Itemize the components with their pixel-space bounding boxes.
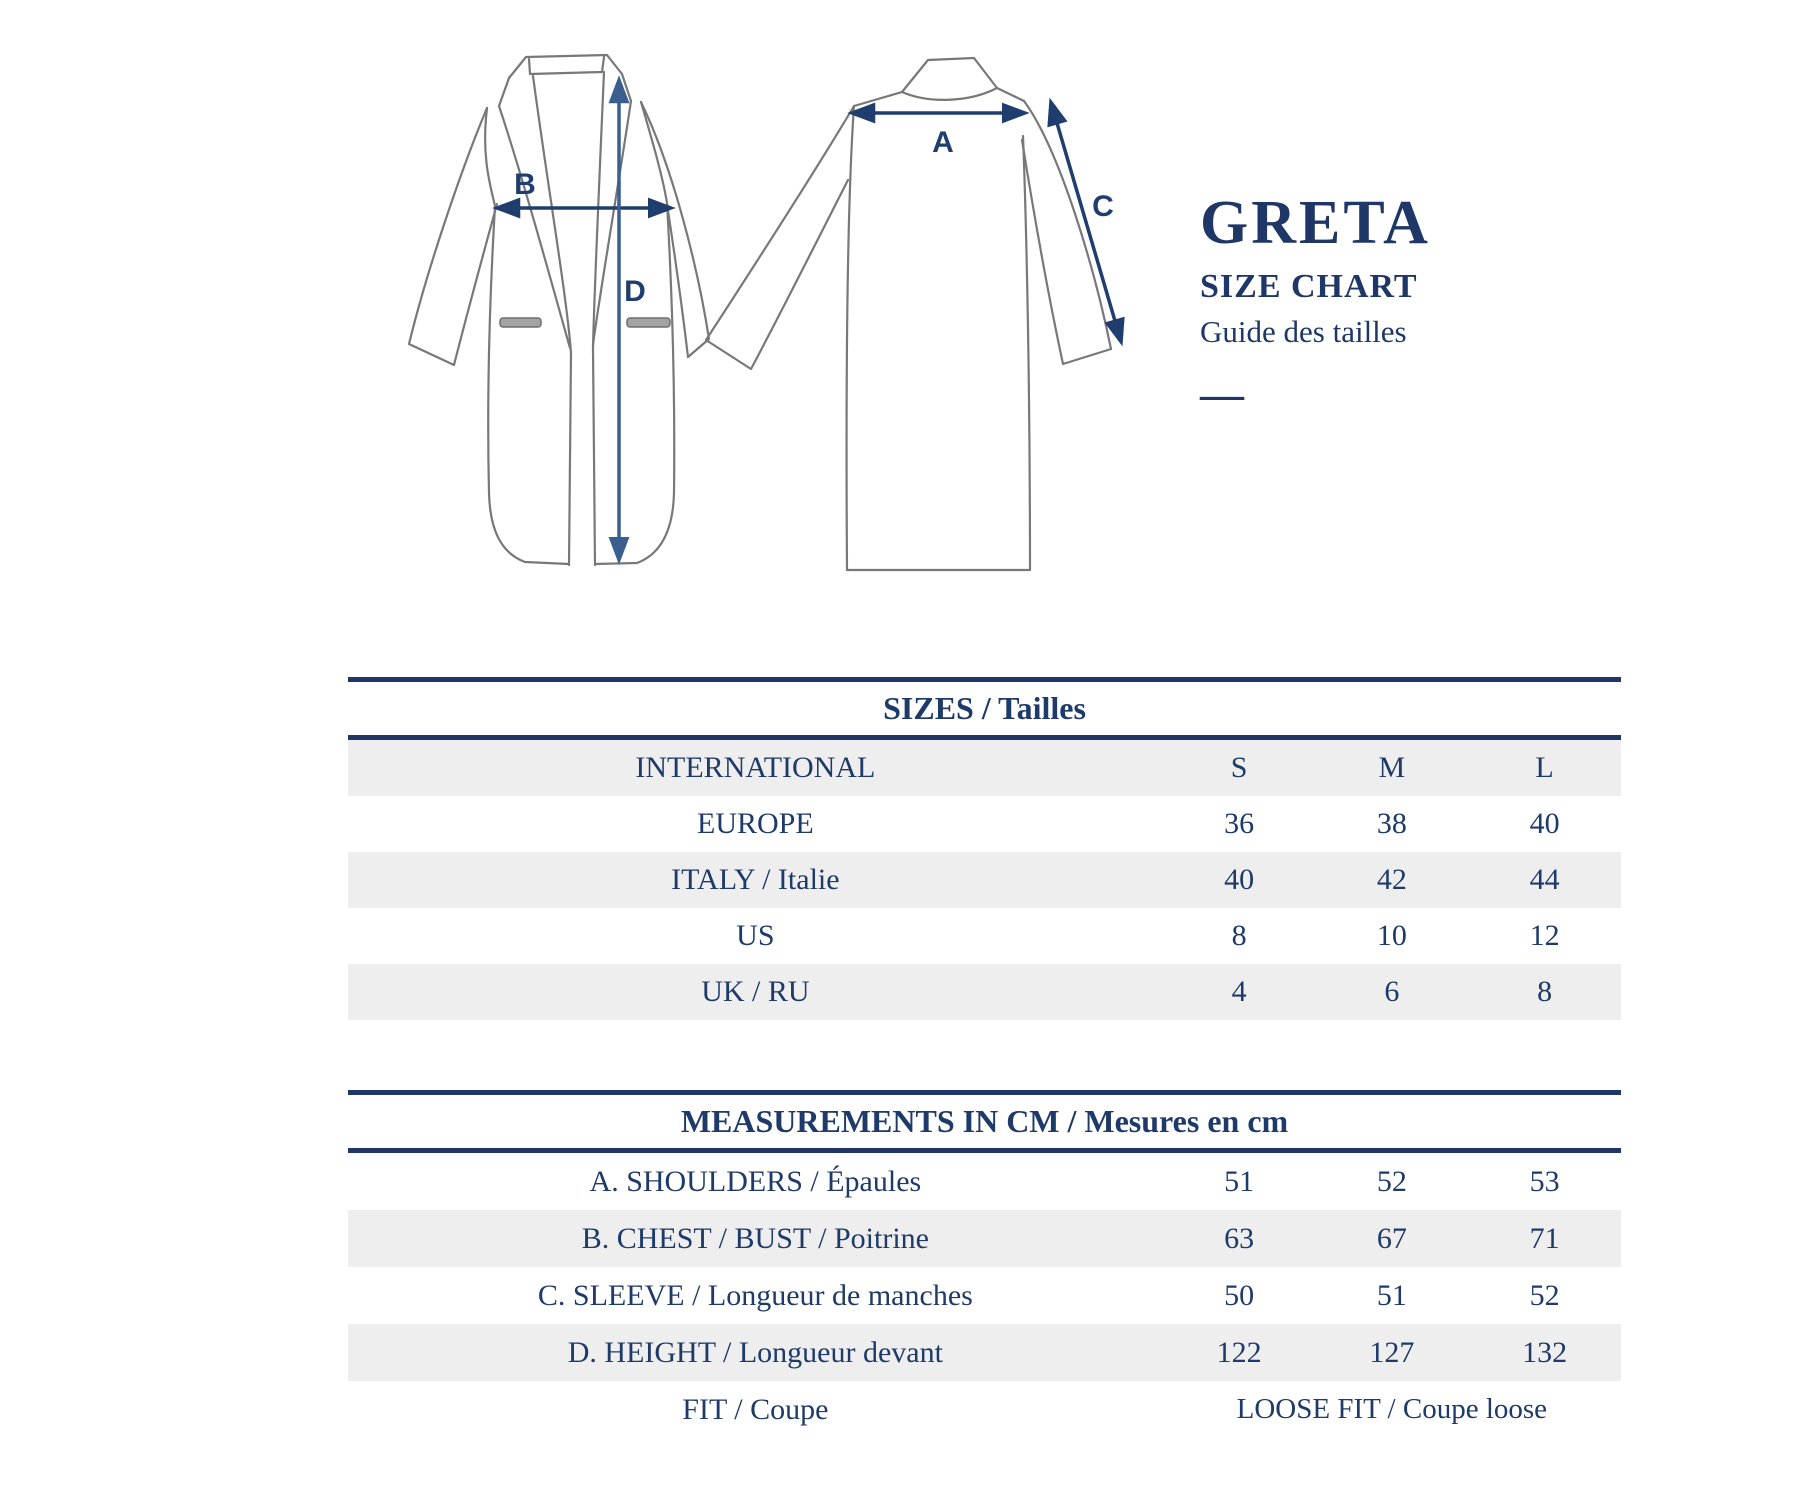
front-sleeve-left: [409, 108, 497, 365]
size-chart-heading: SIZE CHART: [1200, 268, 1418, 305]
sizes-table-title: SIZES / Tailles: [883, 690, 1086, 726]
pocket-welt-right: [627, 318, 670, 327]
size-m-value: 127: [1369, 1335, 1415, 1369]
table-row: [348, 1210, 1621, 1267]
size-s-value: 40: [1224, 863, 1255, 896]
row-label: B. CHEST / BUST / Poitrine: [581, 1221, 929, 1255]
row-label: UK / RU: [701, 975, 810, 1008]
size-l-value: 53: [1529, 1164, 1560, 1198]
front-lapel-fold-left: [499, 106, 570, 348]
table-row: [348, 852, 1621, 908]
measure-label-d: D: [624, 275, 646, 308]
size-l-value: 44: [1529, 863, 1560, 896]
size-s-value: 4: [1231, 975, 1247, 1008]
coat-front-view-diagram: [383, 48, 713, 573]
size-m-value: 52: [1376, 1164, 1407, 1198]
size-l-value: 71: [1529, 1221, 1560, 1255]
size-l-value: 8: [1537, 975, 1553, 1008]
size-l-value: 52: [1529, 1278, 1560, 1312]
measure-label-a: A: [932, 126, 954, 159]
back-shoulder-left: [854, 92, 902, 106]
product-name: GRETA: [1200, 189, 1431, 257]
table-row: [348, 1153, 1621, 1210]
size-s-value: 50: [1224, 1278, 1255, 1312]
front-collar-inner: [529, 57, 604, 74]
coat-back-view-diagram: [690, 40, 1140, 575]
row-label: C. SLEEVE / Longueur de manches: [537, 1278, 973, 1312]
measurements-table-title: MEASUREMENTS IN CM / Mesures en cm: [680, 1103, 1289, 1139]
back-sleeve-right: [1022, 101, 1111, 364]
size-s-value: 122: [1216, 1335, 1262, 1369]
table-row: [348, 908, 1621, 964]
measure-label-b: B: [514, 168, 536, 201]
size-s-value: 36: [1224, 807, 1255, 840]
front-body-right: [595, 102, 674, 564]
row-label: INTERNATIONAL: [635, 751, 876, 784]
size-m-value: 51: [1376, 1278, 1407, 1312]
row-label: FIT / Coupe: [682, 1392, 829, 1426]
size-s-value: 8: [1231, 919, 1247, 952]
size-m-value: 42: [1376, 863, 1407, 896]
size-l-value: L: [1535, 751, 1554, 784]
fit-row: [348, 1381, 1621, 1438]
sizes-table: [348, 677, 1621, 1020]
title-block: [1200, 189, 1431, 419]
pocket-welt-left: [500, 318, 541, 327]
back-body: [847, 106, 1030, 570]
row-label: A. SHOULDERS / Épaules: [589, 1164, 922, 1198]
size-s-value: 63: [1224, 1221, 1255, 1255]
measure-label-c: C: [1092, 190, 1114, 223]
size-l-value: 132: [1522, 1335, 1568, 1369]
measurements-table: [348, 1090, 1621, 1438]
back-collar-outline: [902, 58, 997, 92]
back-sleeve-left: [706, 106, 854, 369]
size-l-value: 12: [1529, 919, 1560, 952]
row-label: US: [736, 919, 775, 952]
size-s-value: S: [1230, 751, 1248, 784]
size-m-value: M: [1378, 751, 1406, 784]
table-row: [348, 964, 1621, 1020]
fit-value: LOOSE FIT / Coupe loose: [1236, 1393, 1548, 1425]
size-m-value: 67: [1376, 1221, 1407, 1255]
size-l-value: 40: [1529, 807, 1560, 840]
back-collar-inner: [902, 88, 997, 100]
front-edge-right: [593, 72, 604, 565]
size-m-value: 6: [1384, 975, 1400, 1008]
back-shoulder-right: [997, 88, 1024, 101]
size-m-value: 38: [1376, 807, 1407, 840]
front-lapel-fold-right: [593, 101, 631, 345]
table-row: [348, 740, 1621, 796]
front-lapel-notch-right: [622, 74, 631, 101]
front-collar-outline: [509, 55, 622, 78]
row-label: EUROPE: [697, 807, 814, 840]
size-m-value: 10: [1376, 919, 1407, 952]
front-lapel-notch-left: [499, 78, 509, 106]
table-row: [348, 1324, 1621, 1381]
table-row: [348, 796, 1621, 852]
row-label: ITALY / Italie: [671, 863, 840, 896]
table-row: [348, 1267, 1621, 1324]
title-dash: —: [1200, 370, 1242, 419]
row-label: D. HEIGHT / Longueur devant: [567, 1335, 943, 1369]
size-chart-heading-fr: Guide des tailles: [1200, 314, 1407, 349]
size-s-value: 51: [1224, 1164, 1255, 1198]
